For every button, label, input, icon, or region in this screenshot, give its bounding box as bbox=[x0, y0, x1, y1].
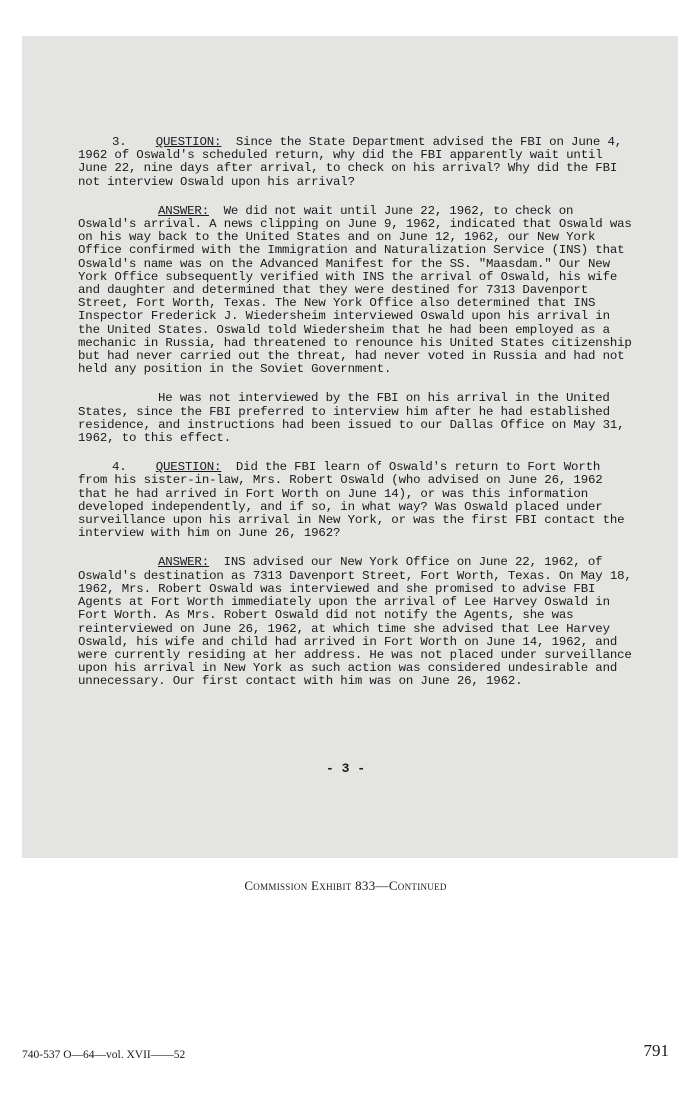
answer-4 bbox=[78, 556, 634, 688]
question-label: QUESTION: bbox=[155, 460, 222, 475]
document-body bbox=[78, 136, 634, 705]
page-number: - 3 - bbox=[325, 761, 365, 776]
question-text: Did the FBI learn of Oswald's return to Fort Worth from his sister-in-law, Mrs. Robert Oswald (who advised on June 26, 1962 that he had arrived in Fort Worth on June 14), or was this information developed independently, and if so, in what way? Was Oswald placed under surveillance upon his arrival in New York, or was the first FBI contact the interview with him on June 26, 1962? bbox=[78, 460, 625, 541]
answer-label: ANSWER: bbox=[158, 555, 209, 570]
answer-text: We did not wait until June 22, 1962, to check on Oswald's arrival. A news clipping on June 9, 1962, indicated that Oswald was on his way back to the United States and on June 12, 1962, our New York Office confirmed with the Immigration and Naturalization Service (INS) that Oswald's name was on the Advanced Manifest for the SS. "Maasdam." Our New York Office subsequently verified with INS the arrival of Oswald, his wife and daughter and determined that they were destined for 7313 Davenport Street, Fort Worth, Texas. The New York Office also determined that INS Inspector Frederick J. Wiedersheim interviewed Oswald upon his arrival in the United States. Oswald told Wiedersheim that he had been employed as a mechanic in Russia, had threatened to renounce his United States citizenship but had never carried out the threat, had never voted in Russia and had not held any position in the Soviet Government. bbox=[78, 203, 632, 377]
answer-label: ANSWER: bbox=[158, 203, 209, 218]
answer-continued-text: He was not interviewed by the FBI on his arrival in the United States, since the FBI preferred to interview him after he had established residence, and instructions had been issued to our Dallas Office on May 31, 1962, to this effect. bbox=[78, 391, 625, 446]
exhibit-caption: Commission Exhibit 833—Continued bbox=[244, 878, 447, 893]
print-reference: 740-537 O—64—vol. XVII——52 bbox=[22, 1049, 186, 1061]
answer-3 bbox=[78, 205, 634, 377]
question-number: 4. bbox=[112, 460, 127, 475]
question-3 bbox=[78, 136, 634, 189]
volume-page-number: 791 bbox=[643, 1041, 669, 1060]
question-number: 3. bbox=[112, 135, 127, 149]
answer-3-continued bbox=[78, 392, 634, 445]
question-4 bbox=[78, 461, 634, 540]
answer-text: INS advised our New York Office on June 22, 1962, of Oswald's destination as 7313 Davenport Street, Fort Worth, Texas. On May 18, 1962, Mrs. Robert Oswald was interviewed and she promised to advise FBI Agents at Fort Worth immediately upon the arrival of Lee Harvey Oswald in Fort Worth. As Mrs. Robert Oswald did not notify the Agents, she was reinterviewed on June 26, 1962, at which time she advised that Lee Harvey Oswald, his wife and child had arrived in Fort Worth on June 14, 1962, and were currently residing at her address. He was not placed under surveillance upon his arrival in New York as such action was considered undesirable and unnecessary. Our first contact with him was on June 26, 1962. bbox=[78, 555, 632, 689]
question-label: QUESTION: bbox=[155, 135, 222, 149]
question-text: Since the State Department advised the FBI on June 4, 1962 of Oswald's scheduled return, why did the FBI apparently wait until June 22, nine days after arrival, to check on his arrival? Why did the FBI not interview Oswald upon his arrival? bbox=[78, 135, 623, 189]
